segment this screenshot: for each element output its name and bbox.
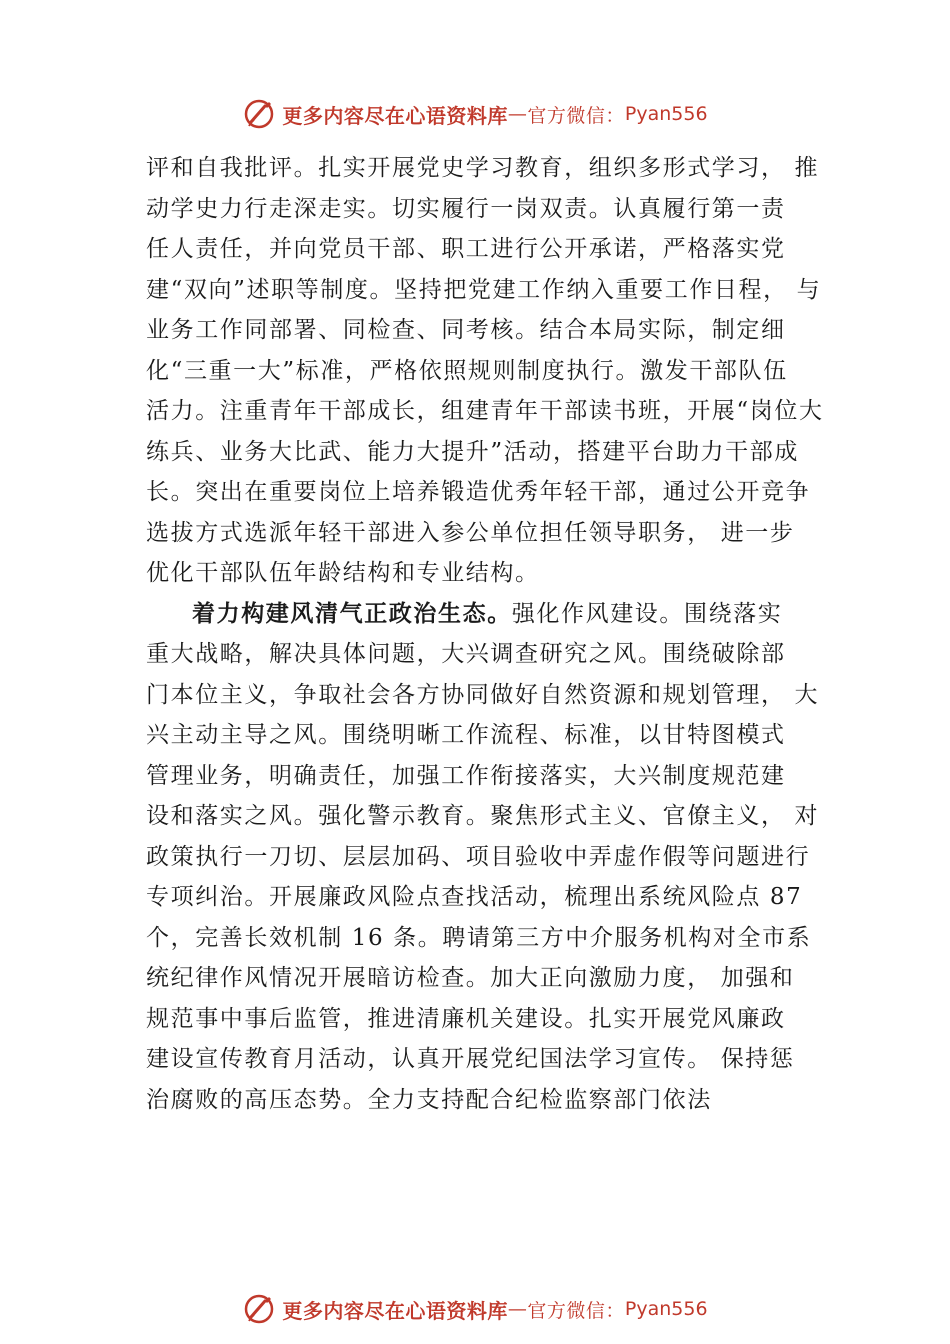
- text-line: 选拔方式选派年轻干部进入参公单位担任领导职务， 进一步: [146, 519, 795, 546]
- text-line: 业务工作同部署、同检查、同考核。结合本局实际，制定细: [146, 317, 786, 343]
- paragraph-first-line: [146, 594, 826, 635]
- text-line: 动学史力行走深走实。切实履行一岗双责。认真履行第一责: [146, 195, 786, 222]
- text-line: 重大战略，解决具体问题，大兴调查研究之风。围绕破除部: [146, 641, 786, 667]
- footer-watermark-banner: [0, 1287, 950, 1331]
- pen-logo-icon: [242, 97, 276, 131]
- paragraph-heading: 着力构建风清气正政治生态。: [192, 599, 512, 627]
- text-line: 建“双向”述职等制度。坚持把党建工作纳入重要工作日程， 与: [146, 276, 822, 303]
- pen-logo-icon: [242, 1292, 276, 1326]
- text-line: 长。突出在重要岗位上培养锻造优秀年轻干部，通过公开竞争: [146, 479, 811, 505]
- text-line: 政策执行一刀切、层层加码、项目验收中弄虚作假等问题进行: [146, 843, 811, 870]
- text-line: 活力。注重青年干部成长，组建青年干部读书班，开展“岗位大: [146, 398, 824, 424]
- paragraph-lead-text: 强化作风建设。围绕落实: [511, 600, 783, 627]
- wechat-label: 官方微信：: [527, 1299, 625, 1322]
- text-line: 评和自我批评。扎实开展党史学习教育，组织多形式学习， 推: [146, 155, 820, 181]
- text-line: 规范事中事后监管，推进清廉机关建设。扎实开展党风廉政: [146, 1005, 786, 1032]
- text-line: 管理业务，明确责任，加强工作衔接落实，大兴制度规范建: [146, 762, 786, 789]
- text-line: 优化干部队伍年龄结构和专业结构。: [146, 560, 540, 586]
- header-watermark-banner: [0, 92, 950, 136]
- text-line: 专项纠治。开展廉政风险点查找活动，梳理出系统风险点 87: [146, 884, 803, 910]
- brand-name: 更多内容尽在心语资料库: [282, 103, 508, 128]
- text-line: 个，完善长效机制 16 条。聘请第三方中介服务机构对全市系: [146, 924, 812, 951]
- text-line: 建设宣传教育月活动，认真开展党纪国法学习宣传。 保持惩: [146, 1046, 795, 1072]
- brand-name: 更多内容尽在心语资料库: [282, 1298, 508, 1323]
- text-line: 兴主动主导之风。围绕明晰工作流程、标准，以甘特图模式: [146, 722, 786, 748]
- text-line: 练兵、业务大比武、能力大提升”活动，搭建平台助力干部成: [146, 438, 799, 465]
- text-line: 门本位主义，争取社会各方协同做好自然资源和规划管理， 大: [146, 681, 820, 708]
- text-line: 任人责任，并向党员干部、职工进行公开承诺，严格落实党: [146, 236, 786, 262]
- wechat-label: 官方微信：: [527, 104, 625, 127]
- text-line: 统纪律作风情况开展暗访检查。加大正向激励力度， 加强和: [146, 965, 795, 991]
- wechat-id: Pyan556: [624, 103, 708, 125]
- brand-dash: —: [507, 103, 528, 125]
- wechat-id: Pyan556: [624, 1298, 708, 1320]
- text-line: 治腐败的高压态势。全力支持配合纪检监察部门依法: [146, 1086, 712, 1113]
- text-line: 设和落实之风。强化警示教育。聚焦形式主义、官僚主义， 对: [146, 803, 820, 829]
- brand-dash: —: [507, 1298, 528, 1320]
- document-body: [146, 148, 826, 1120]
- text-line: 化“三重一大”标准，严格依照规则制度执行。激发干部队伍: [146, 357, 788, 384]
